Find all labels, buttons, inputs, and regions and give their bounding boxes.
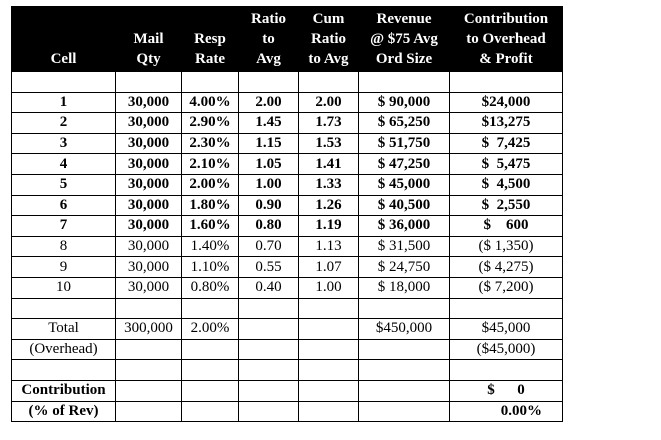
mail-qty: 30,000: [116, 113, 182, 134]
resp-rate: 1.60%: [182, 216, 239, 237]
blank-row: [12, 72, 563, 93]
cum-ratio: 1.53: [299, 133, 359, 154]
cell-id: 5: [12, 174, 116, 195]
ratio-to-avg: 0.55: [239, 257, 299, 278]
contribution: ($ 4,275): [450, 257, 563, 278]
cum-ratio: 1.33: [299, 174, 359, 195]
revenue: $ 47,250: [359, 154, 450, 175]
resp-rate: 1.10%: [182, 257, 239, 278]
table-row: [12, 133, 563, 154]
pct-rev-value: 0.00%: [450, 401, 563, 422]
resp-rate: 0.80%: [182, 277, 239, 298]
cum-ratio: 1.19: [299, 216, 359, 237]
revenue: $ 40,500: [359, 195, 450, 216]
contribution-label: Contribution: [12, 380, 116, 401]
revenue: $ 90,000: [359, 92, 450, 113]
cell-id: 4: [12, 154, 116, 175]
revenue: $ 18,000: [359, 277, 450, 298]
mail-qty: 30,000: [116, 257, 182, 278]
table-row: [12, 216, 563, 237]
ratio-to-avg: 0.80: [239, 216, 299, 237]
ratio-to-avg: 1.00: [239, 174, 299, 195]
mail-qty: 30,000: [116, 195, 182, 216]
pct-rev-label: (% of Rev): [12, 401, 116, 422]
resp-rate: 2.00%: [182, 174, 239, 195]
cum-ratio: 1.41: [299, 154, 359, 175]
header-resp-rate: Resp Rate: [182, 7, 239, 72]
header-row: [12, 7, 563, 72]
header-cum-ratio: Cum Ratio to Avg: [299, 7, 359, 72]
total-label: Total: [12, 319, 116, 340]
header-ratio-to-avg: Ratio to Avg: [239, 7, 299, 72]
cum-ratio: 1.00: [299, 277, 359, 298]
resp-rate: 1.80%: [182, 195, 239, 216]
revenue: $ 51,750: [359, 133, 450, 154]
mail-qty: 30,000: [116, 216, 182, 237]
total-rate: 2.00%: [182, 319, 239, 340]
mail-qty: 30,000: [116, 236, 182, 257]
blank-row: [12, 360, 563, 381]
cell-id: 1: [12, 92, 116, 113]
total-contribution: $45,000: [450, 319, 563, 340]
cell-id: 6: [12, 195, 116, 216]
cum-ratio: 2.00: [299, 92, 359, 113]
overhead-label: (Overhead): [12, 339, 116, 360]
ratio-to-avg: 1.45: [239, 113, 299, 134]
mail-qty: 30,000: [116, 92, 182, 113]
pct-rev-row: [12, 401, 563, 422]
blank-row: [12, 298, 563, 319]
mailing-results-table: [11, 6, 563, 422]
revenue: $ 45,000: [359, 174, 450, 195]
table-row: [12, 174, 563, 195]
ratio-to-avg: 1.05: [239, 154, 299, 175]
ratio-to-avg: 2.00: [239, 92, 299, 113]
total-revenue: $450,000: [359, 319, 450, 340]
cell-id: 10: [12, 277, 116, 298]
table-row: [12, 154, 563, 175]
header-cell: Cell: [12, 7, 116, 72]
total-row: [12, 319, 563, 340]
contribution: $24,000: [450, 92, 563, 113]
total-qty: 300,000: [116, 319, 182, 340]
resp-rate: 2.30%: [182, 133, 239, 154]
cell-id: 2: [12, 113, 116, 134]
cum-ratio: 1.73: [299, 113, 359, 134]
overhead-value: ($45,000): [450, 339, 563, 360]
header-contribution: Contribution to Overhead & Profit: [450, 7, 563, 72]
contribution: $ 600: [450, 216, 563, 237]
mail-qty: 30,000: [116, 277, 182, 298]
mail-qty: 30,000: [116, 133, 182, 154]
cell-id: 8: [12, 236, 116, 257]
table-row: [12, 195, 563, 216]
contribution: ($ 1,350): [450, 236, 563, 257]
contribution: $ 5,475: [450, 154, 563, 175]
header-revenue: Revenue @ $75 Avg Ord Size: [359, 7, 450, 72]
resp-rate: 1.40%: [182, 236, 239, 257]
ratio-to-avg: 0.90: [239, 195, 299, 216]
contribution: ($ 7,200): [450, 277, 563, 298]
table-row: [12, 113, 563, 134]
revenue: $ 24,750: [359, 257, 450, 278]
ratio-to-avg: 0.70: [239, 236, 299, 257]
contribution-row: [12, 380, 563, 401]
spreadsheet-container: [11, 6, 563, 422]
contribution-value: $ 0: [450, 380, 563, 401]
contribution: $ 4,500: [450, 174, 563, 195]
table-row: [12, 277, 563, 298]
resp-rate: 2.10%: [182, 154, 239, 175]
cum-ratio: 1.07: [299, 257, 359, 278]
table-row: [12, 92, 563, 113]
contribution: $13,275: [450, 113, 563, 134]
overhead-row: [12, 339, 563, 360]
cell-id: 3: [12, 133, 116, 154]
resp-rate: 4.00%: [182, 92, 239, 113]
resp-rate: 2.90%: [182, 113, 239, 134]
header-mail-qty: Mail Qty: [116, 7, 182, 72]
table-row: [12, 236, 563, 257]
mail-qty: 30,000: [116, 154, 182, 175]
cell-id: 9: [12, 257, 116, 278]
cell-id: 7: [12, 216, 116, 237]
revenue: $ 36,000: [359, 216, 450, 237]
mail-qty: 30,000: [116, 174, 182, 195]
revenue: $ 65,250: [359, 113, 450, 134]
ratio-to-avg: 0.40: [239, 277, 299, 298]
ratio-to-avg: 1.15: [239, 133, 299, 154]
table-row: [12, 257, 563, 278]
contribution: $ 7,425: [450, 133, 563, 154]
cum-ratio: 1.13: [299, 236, 359, 257]
revenue: $ 31,500: [359, 236, 450, 257]
contribution: $ 2,550: [450, 195, 563, 216]
cum-ratio: 1.26: [299, 195, 359, 216]
